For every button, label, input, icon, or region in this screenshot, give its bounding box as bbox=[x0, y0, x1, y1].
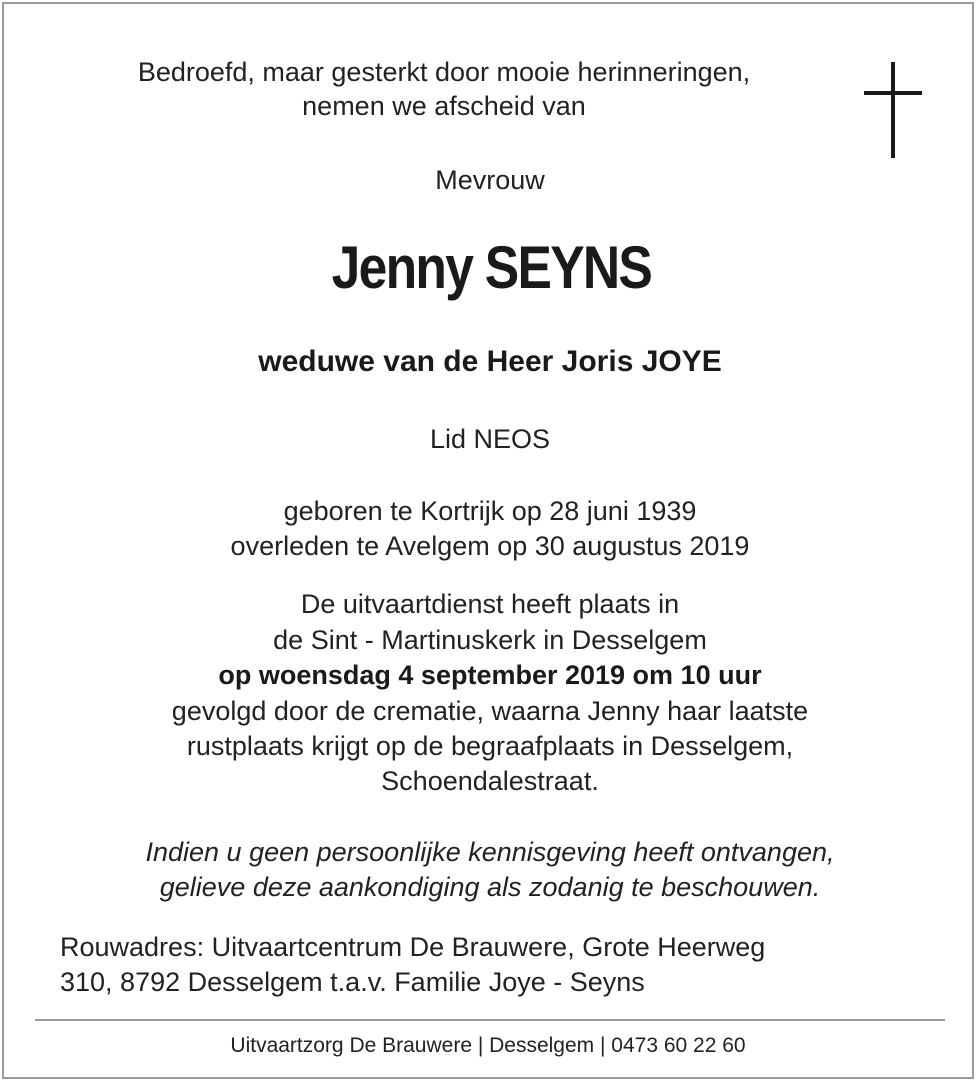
service-date: op woensdag 4 september 2019 om 10 uur bbox=[218, 660, 762, 690]
service-line-6: Schoendalestraat. bbox=[381, 766, 599, 796]
intro-line-2: nemen we afscheid van bbox=[302, 91, 586, 121]
service-line-4: gevolgd door de crematie, waarna Jenny haar laatste bbox=[171, 696, 809, 726]
service-line-1: De uitvaartdienst heeft plaats in bbox=[300, 589, 680, 619]
deceased-name: Jenny SEYNS bbox=[331, 234, 652, 301]
membership: Lid NEOS bbox=[429, 424, 551, 454]
widow-of: weduwe van de Heer Joris JOYE bbox=[258, 345, 722, 378]
service-line-2: de Sint - Martinuskerk in Desselgem bbox=[273, 625, 707, 655]
address-line-1: Rouwadres: Uitvaartcentrum De Brauwere, Grote Heerweg bbox=[60, 932, 766, 962]
footer-divider bbox=[35, 1019, 945, 1021]
latin-cross-icon bbox=[864, 62, 922, 158]
intro-line-1: Bedroefd, maar gesterkt door mooie herinneringen, bbox=[137, 57, 751, 87]
address-line-2: 310, 8792 Desselgem t.a.v. Familie Joye - Seyns bbox=[60, 967, 645, 997]
funeral-home-footer: Uitvaartzorg De Brauwere | Desselgem | 0473 60 22 60 bbox=[230, 1034, 746, 1057]
death-line: overleden te Avelgem op 30 augustus 2019 bbox=[230, 531, 750, 561]
service-line-5: rustplaats krijgt op de begraafplaats in Desselgem, bbox=[186, 731, 794, 761]
notice-line-1: Indien u geen persoonlijke kennisgeving heeft ontvangen, bbox=[145, 837, 835, 867]
notice-line-2: gelieve deze aankondiging als zodanig te beschouwen. bbox=[159, 872, 821, 902]
birth-line: geboren te Kortrijk op 28 juni 1939 bbox=[283, 496, 697, 526]
honorific: Mevrouw bbox=[435, 165, 545, 195]
